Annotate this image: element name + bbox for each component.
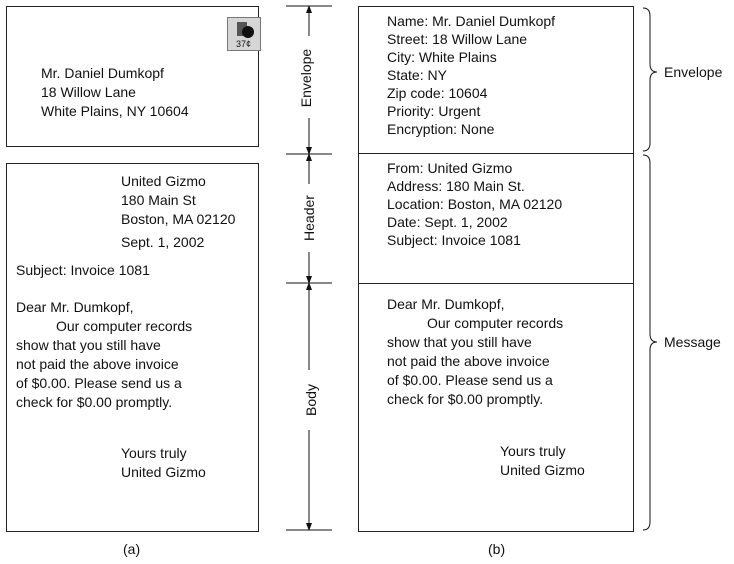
body-line: not paid the above invoice	[387, 353, 550, 369]
body-text-b	[387, 295, 563, 409]
body-line: of $0.00. Please send us a	[387, 372, 553, 388]
brace-label-message: Message	[664, 334, 721, 350]
envelope-field: City: White Plains	[387, 49, 497, 65]
address-line: 18 Willow Lane	[41, 84, 136, 100]
label-header-axis: Header	[301, 192, 317, 244]
header-field: Address: 180 Main St.	[387, 178, 525, 194]
sender-line: 180 Main St	[121, 192, 196, 208]
body-line: of $0.00. Please send us a	[16, 375, 182, 391]
label-body-axis: Body	[303, 381, 319, 419]
caption-a: (a)	[123, 541, 141, 557]
caption-b: (b)	[488, 541, 506, 557]
address-line: Mr. Daniel Dumkopf	[41, 65, 164, 81]
closing-b	[500, 442, 585, 480]
sender-line: Boston, MA 02120	[121, 211, 236, 227]
letter-date: Sept. 1, 2002	[121, 234, 205, 250]
body-line: not paid the above invoice	[16, 356, 179, 372]
envelope-field: State: NY	[387, 67, 447, 83]
closing-line: Yours truly	[121, 445, 187, 461]
closing-line: Yours truly	[500, 443, 566, 459]
brace-label-envelope: Envelope	[664, 64, 723, 80]
letter-subject: Subject: Invoice 1081	[16, 262, 150, 278]
header-fields	[387, 159, 562, 249]
closing-line: United Gizmo	[500, 462, 585, 478]
body-line: show that you still have	[387, 334, 532, 350]
body-line: Our computer records	[427, 315, 564, 331]
body-line: show that you still have	[16, 337, 161, 353]
envelope-fields	[387, 12, 555, 138]
salutation: Dear Mr. Dumkopf,	[387, 296, 505, 312]
salutation: Dear Mr. Dumkopf,	[16, 299, 134, 315]
body-line: check for $0.00 promptly.	[16, 394, 173, 410]
address-line: White Plains, NY 10604	[41, 103, 189, 119]
sender-line: United Gizmo	[121, 173, 206, 189]
envelope-field: Street: 18 Willow Lane	[387, 31, 528, 47]
envelope-field: Encryption: None	[387, 121, 495, 137]
envelope-b	[358, 6, 634, 154]
envelope-field: Name: Mr. Daniel Dumkopf	[387, 13, 556, 29]
stamp-value: 37¢	[236, 39, 252, 49]
header-field: From: United Gizmo	[387, 160, 513, 176]
body-b	[358, 283, 634, 532]
body-line: check for $0.00 promptly.	[387, 391, 544, 407]
header-field: Subject: Invoice 1081	[387, 232, 521, 248]
envelope-field: Zip code: 10604	[387, 85, 488, 101]
header-b	[358, 153, 634, 284]
header-field: Date: Sept. 1, 2002	[387, 214, 508, 230]
body-line: Our computer records	[56, 318, 193, 334]
envelope-field: Priority: Urgent	[387, 103, 481, 119]
label-envelope-axis: Envelope	[298, 46, 314, 110]
closing-line: United Gizmo	[121, 464, 206, 480]
header-field: Location: Boston, MA 02120	[387, 196, 563, 212]
